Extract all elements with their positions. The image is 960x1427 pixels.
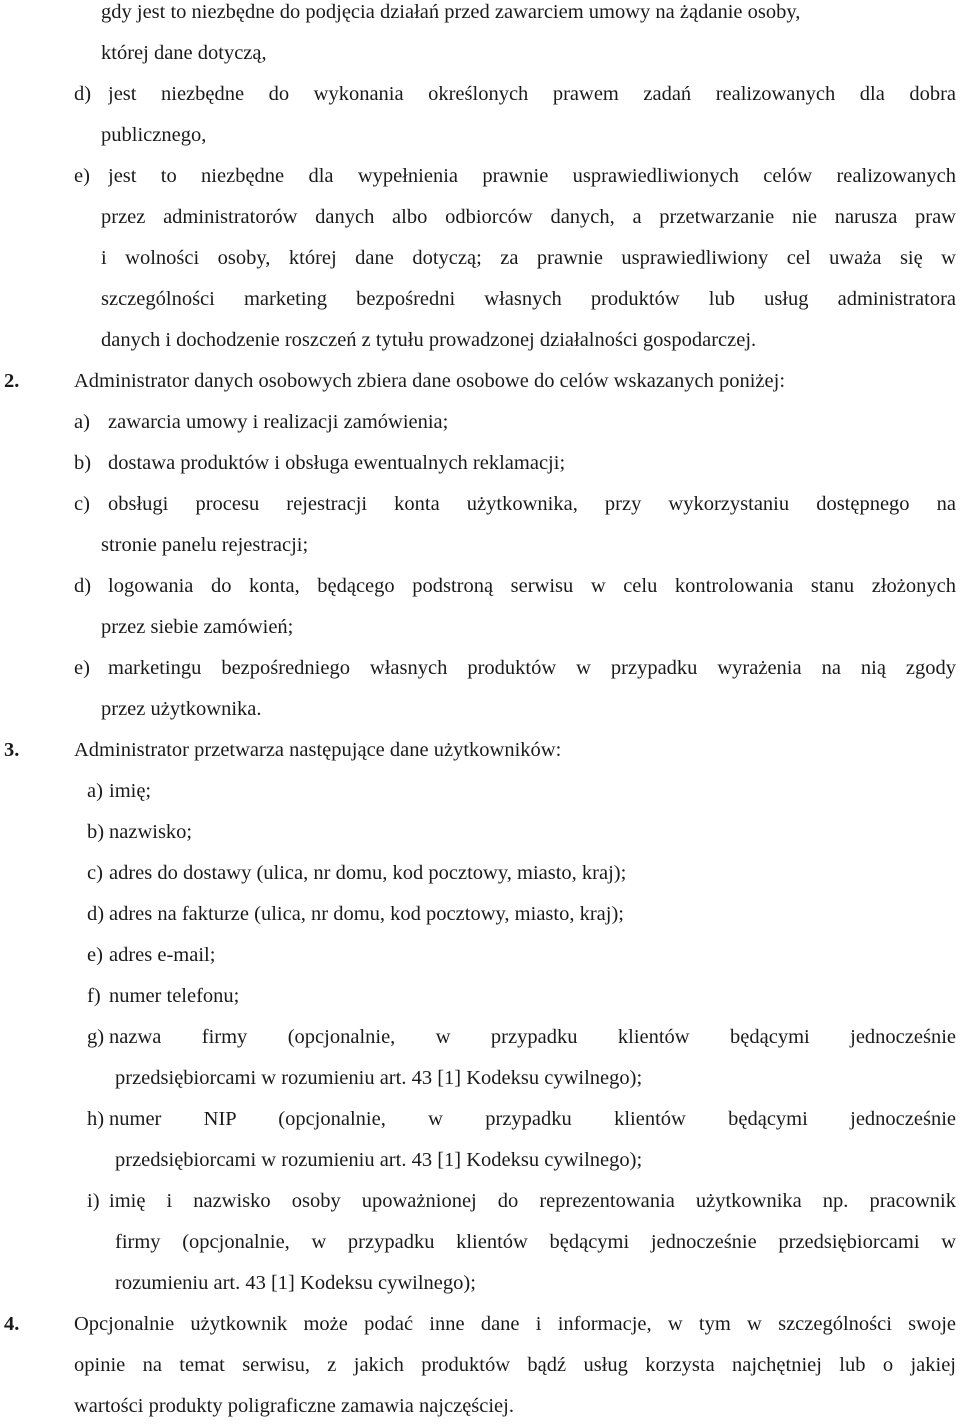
- list-marker: d): [74, 83, 92, 105]
- text-line: [0, 1140, 960, 1181]
- list-marker: h): [87, 1108, 105, 1130]
- list-marker: g): [87, 1026, 105, 1048]
- list-item: [0, 156, 960, 197]
- list-item: [0, 935, 960, 976]
- list-marker: d): [74, 575, 92, 597]
- list-marker: a): [74, 411, 90, 433]
- list-item-text: logowania do konta, będącego podstroną serwisu w celu kontrolowania stanu złożonych: [108, 575, 956, 597]
- text-line: [0, 1222, 960, 1263]
- paragraph-text: gdy jest to niezbędne do podjęcia działań przed zawarciem umowy na żądanie osoby,: [101, 1, 801, 23]
- list-item-text: adres e-mail;: [109, 944, 216, 966]
- list-item: [0, 484, 960, 525]
- list-item-text: i wolności osoby, której dane dotyczą; za prawnie usprawiedliwiony cel uważa się w: [101, 247, 956, 269]
- text-line: [0, 607, 960, 648]
- list-item-text: nazwa firmy (opcjonalnie, w przypadku klientów będącymi jednocześnie: [109, 1026, 956, 1048]
- list-item-text: przedsiębiorcami w rozumieniu art. 43 [1] Kodeksu cywilnego);: [115, 1149, 643, 1171]
- list-item: [0, 894, 960, 935]
- list-item-text: numer NIP (opcjonalnie, w przypadku klientów będącymi jednocześnie: [109, 1108, 956, 1130]
- list-item: [0, 648, 960, 689]
- list-marker: b): [74, 452, 92, 474]
- list-marker: e): [74, 165, 90, 187]
- section-heading: [0, 1304, 960, 1345]
- text-line: [0, 320, 960, 361]
- list-item-text: imię;: [109, 780, 152, 802]
- text-line: [0, 1345, 960, 1386]
- paragraph-text: wartości produkty poligraficzne zamawia najczęściej.: [74, 1395, 514, 1417]
- list-item-text: adres do dostawy (ulica, nr domu, kod pocztowy, miasto, kraj);: [109, 862, 627, 884]
- list-item-text: jest to niezbędne dla wypełnienia prawnie usprawiedliwionych celów realizowanych: [108, 165, 956, 187]
- list-item-text: numer telefonu;: [109, 985, 240, 1007]
- list-item-text: przez siebie zamówień;: [101, 616, 294, 638]
- list-item: [0, 853, 960, 894]
- list-item: [0, 812, 960, 853]
- list-item-text: danych i dochodzenie roszczeń z tytułu prowadzonej działalności gospodarczej.: [101, 329, 757, 351]
- text-line: [0, 1263, 960, 1304]
- paragraph-text: opinie na temat serwisu, z jakich produktów bądź usług korzysta najchętniej lub o jakiej: [74, 1354, 956, 1376]
- list-item-text: adres na fakturze (ulica, nr domu, kod pocztowy, miasto, kraj);: [109, 903, 624, 925]
- list-item-text: obsługi procesu rejestracji konta użytkownika, przy wykorzystaniu dostępnego na: [108, 493, 956, 515]
- text-line: [0, 115, 960, 156]
- list-marker: e): [74, 657, 90, 679]
- section-heading: [0, 361, 960, 402]
- list-item: [0, 566, 960, 607]
- list-marker: f): [87, 985, 101, 1007]
- section-heading-text: Administrator danych osobowych zbiera dane osobowe do celów wskazanych poniżej:: [74, 370, 786, 392]
- list-item: [0, 402, 960, 443]
- list-marker: d): [87, 903, 105, 925]
- list-item-text: przez użytkownika.: [101, 698, 262, 720]
- list-marker: i): [87, 1190, 100, 1212]
- list-item-text: przez administratorów danych albo odbiorców danych, a przetwarzanie nie narusza praw: [101, 206, 956, 228]
- list-item: [0, 443, 960, 484]
- list-marker: c): [87, 862, 103, 884]
- list-item-text: przedsiębiorcami w rozumieniu art. 43 [1] Kodeksu cywilnego);: [115, 1067, 643, 1089]
- text-line: [0, 279, 960, 320]
- list-marker: a): [87, 780, 103, 802]
- list-item-text: stronie panelu rejestracji;: [101, 534, 309, 556]
- list-item: [0, 1017, 960, 1058]
- list-item: [0, 74, 960, 115]
- list-marker: b): [87, 821, 105, 843]
- list-marker: c): [74, 493, 90, 515]
- text-line: [0, 1058, 960, 1099]
- list-item: [0, 771, 960, 812]
- list-item-text: marketingu bezpośredniego własnych produktów w przypadku wyrażenia na nią zgody: [108, 657, 956, 679]
- text-line: [0, 525, 960, 566]
- section-heading-text: Administrator przetwarza następujące dane użytkowników:: [74, 739, 562, 761]
- text-line: [0, 0, 960, 33]
- text-line: [0, 33, 960, 74]
- list-item: [0, 1181, 960, 1222]
- list-item-text: imię i nazwisko osoby upoważnionej do reprezentowania użytkownika np. pracownik: [109, 1190, 956, 1212]
- list-item: [0, 1099, 960, 1140]
- text-line: [0, 238, 960, 279]
- section-number: 3.: [4, 739, 20, 761]
- list-item-text: zawarcia umowy i realizacji zamówienia;: [108, 411, 449, 433]
- section-number: 2.: [4, 370, 20, 392]
- paragraph-text: której dane dotyczą,: [101, 42, 267, 64]
- list-item: [0, 976, 960, 1017]
- list-item-text: firmy (opcjonalnie, w przypadku klientów będącymi jednocześnie przedsiębiorcami w: [115, 1231, 956, 1253]
- paragraph-text: Opcjonalnie użytkownik może podać inne dane i informacje, w tym w szczególności swoje: [74, 1313, 956, 1335]
- list-item-text: rozumieniu art. 43 [1] Kodeksu cywilnego);: [115, 1272, 476, 1294]
- list-item-text: dostawa produktów i obsługa ewentualnych reklamacji;: [108, 452, 566, 474]
- list-marker: e): [87, 944, 103, 966]
- section-heading: [0, 730, 960, 771]
- list-item-text: szczególności marketing bezpośredni własnych produktów lub usług administratora: [101, 288, 956, 310]
- list-item-text: nazwisko;: [109, 821, 193, 843]
- text-line: [0, 197, 960, 238]
- list-item-text: publicznego,: [101, 124, 207, 146]
- list-item-text: jest niezbędne do wykonania określonych prawem zadań realizowanych dla dobra: [108, 83, 956, 105]
- text-line: [0, 689, 960, 730]
- section-number: 4.: [4, 1313, 20, 1335]
